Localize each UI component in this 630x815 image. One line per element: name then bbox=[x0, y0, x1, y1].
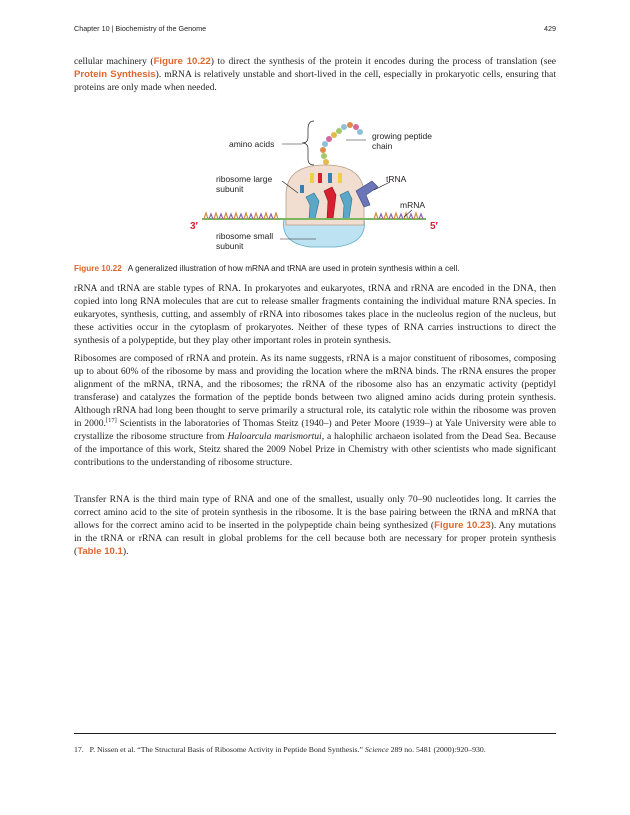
figure-10-22-link[interactable]: Figure 10.22 bbox=[153, 56, 211, 67]
text-run: cellular machinery ( bbox=[74, 56, 154, 67]
peptide-chain bbox=[320, 122, 363, 165]
species-name: Haloarcula marismortui bbox=[227, 431, 322, 442]
protein-synthesis-link[interactable]: Protein Synthesis bbox=[74, 69, 156, 80]
page-header bbox=[74, 24, 556, 38]
text-run: Scientists in the laboratories of Thomas Steitz (1940–) and Peter Moore (1939–) at Yale University were able to crystallize the ribosome structure from bbox=[74, 418, 556, 442]
amino-acids-brace bbox=[302, 121, 314, 165]
journal-name: Science bbox=[364, 745, 389, 754]
five-prime-label: 5′ bbox=[430, 221, 438, 232]
ribosomes-paragraph bbox=[74, 352, 556, 469]
intro-paragraph bbox=[74, 55, 556, 94]
ribosome-small-label-line2: subunit bbox=[216, 241, 244, 251]
rrna-trna-paragraph: rRNA and tRNA are stable types of RNA. In prokaryotes and eukaryotes, tRNA and rRNA are encoded in the DNA, then copied into long RNA molecules that are cut to release smaller fragments containing the individual mature RNA species. In eukaryotes, synthesis, cutting, and assembly of rRNA into ribosomes takes place in the nucleolus region of the nucleus, but these activities occur in the cytoplasm of prokaryotes. Neither of these types of RNA carries instructions to direct the synthesis of a polypeptide, but they play other important roles in protein synthesis. bbox=[74, 283, 556, 346]
text-run: Ribosomes are composed of rRNA and protein. As its name suggests, rRNA is a major constituent of ribosomes, composing up to about 60% of the ribosome by mass and providing the location where the mRNA binds. The rRNA ensures the proper alignment of the mRNA, tRNA, and the ribosomes; the rRNA of the ribosome also has an enzymatic activity (peptidyl transferase) and catalyzes the formation of the peptide bonds between two aligned amino acids during protein synthesis. Although rRNA had long been thought to serve primarily a structural role, its catalytic role within the ribosome was proven in 2000. bbox=[74, 353, 556, 429]
amino-acids-label: amino acids bbox=[229, 139, 275, 149]
trna-label: tRNA bbox=[386, 174, 407, 184]
footnote-divider bbox=[74, 733, 556, 734]
footnote bbox=[74, 744, 556, 755]
chapter-title: Chapter 10 | Biochemistry of the Genome bbox=[74, 24, 207, 33]
text-run: ). bbox=[122, 546, 129, 557]
footnote-ref-17[interactable]: [17] bbox=[105, 416, 117, 424]
page-number: 429 bbox=[544, 24, 556, 33]
text-run: ). Any mutations in the tRNA or rRNA can result in global problems for the cell because both are necessary for proper protein synthesis ( bbox=[74, 520, 556, 557]
figure-caption bbox=[74, 263, 556, 274]
footnote-number: 17. bbox=[74, 745, 84, 754]
text-run: 289 no. 5481 (2000):920–930. bbox=[388, 745, 486, 754]
ribosome-large-label-line1: ribosome large bbox=[216, 174, 273, 184]
figure-10-22 bbox=[74, 115, 556, 260]
mrna-label: mRNA bbox=[400, 200, 426, 210]
three-prime-label: 3′ bbox=[190, 221, 198, 232]
text-run: P. Nissen et al. “The Structural Basis of Ribosome Activity in Peptide Bond Synthesis.” bbox=[89, 745, 365, 754]
figure-number: Figure 10.22 bbox=[74, 264, 122, 273]
ribosome-large-label-line2: subunit bbox=[216, 184, 244, 194]
ribosome-small-label-line1: ribosome small bbox=[216, 231, 274, 241]
caption-text: A generalized illustration of how mRNA and tRNA are used in protein synthesis within a cell. bbox=[127, 264, 460, 273]
text-run: ) to direct the synthesis of the protein it encodes during the process of translation (see bbox=[210, 56, 556, 67]
text-run: ). mRNA is relatively unstable and short-lived in the cell, especially in prokaryotic cells, ensuring that proteins are only made when needed. bbox=[74, 69, 556, 93]
table-10-1-link[interactable]: Table 10.1 bbox=[77, 546, 123, 557]
protein-synthesis-diagram bbox=[74, 115, 556, 260]
ribosome-large-subunit-shape bbox=[286, 165, 364, 225]
text-run: Transfer RNA is the third main type of RNA and one of the smallest, usually only 70–90 nucleotides long. It carries the correct amino acid to the site of protein synthesis in the ribosome. It is the base pairing between the tRNA and mRNA that allows for the correct amino acid to be inserted in the polypeptide chain being synthesized ( bbox=[74, 494, 556, 531]
growing-peptide-label-line2: chain bbox=[372, 141, 393, 151]
growing-peptide-label-line1: growing peptide bbox=[372, 131, 433, 141]
figure-10-23-link[interactable]: Figure 10.23 bbox=[434, 520, 491, 531]
transfer-rna-paragraph bbox=[74, 493, 556, 558]
text-run: , a halophilic archaeon isolated from the Dead Sea. Because of the importance of this work, Steitz shared the 2009 Nobel Prize in Chemistry with other scientists who made significant contributions to the understanding of ribosome structure. bbox=[74, 431, 556, 468]
